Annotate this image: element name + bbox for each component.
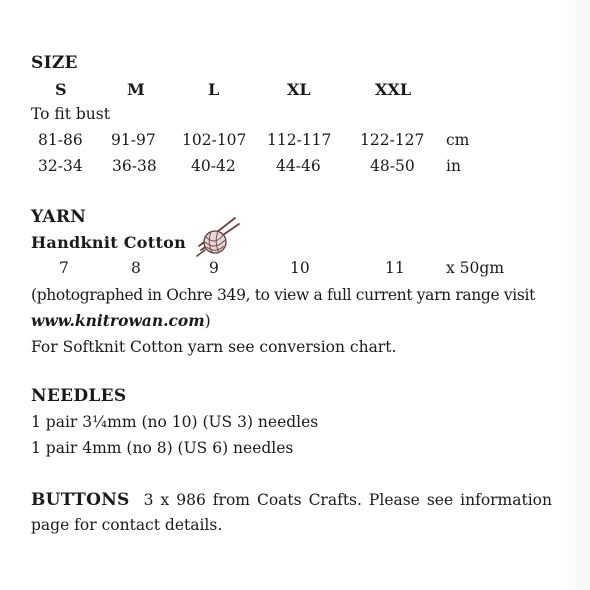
yarn-qty-m: 8	[131, 259, 141, 277]
in-value-xl: 44-46	[276, 157, 321, 175]
needles-heading: NEEDLES	[31, 386, 127, 406]
yarn-ball-with-needles-icon	[195, 216, 241, 262]
yarn-name: Handknit Cotton	[31, 233, 187, 252]
in-value-xxl: 48-50	[370, 157, 415, 175]
yarn-qty-s: 7	[59, 259, 69, 277]
size-label-xl: XL	[287, 80, 311, 99]
cm-value-m: 91-97	[111, 131, 156, 149]
yarn-qty-unit: x 50gm	[446, 259, 505, 277]
cm-value-s: 81-86	[38, 131, 83, 149]
page-edge-shadow	[560, 0, 590, 590]
buttons-line-1	[31, 492, 552, 509]
needle-item-2: 1 pair 4mm (no 8) (US 6) needles	[31, 439, 294, 457]
cm-value-xxl: 122-127	[360, 131, 425, 149]
yarn-note-close: )	[204, 312, 211, 330]
yarn-qty-xl: 10	[290, 259, 310, 277]
cm-value-xl: 112-117	[267, 131, 332, 149]
needle-item-1: 1 pair 3¼mm (no 10) (US 3) needles	[31, 413, 319, 431]
buttons-line-2: page for contact details.	[31, 516, 223, 534]
buttons-text-1: 3 x 986 from Coats Crafts. Please see information	[143, 491, 552, 509]
in-value-m: 36-38	[112, 157, 157, 175]
knitrowan-link[interactable]: www.knitrowan.com	[31, 311, 205, 330]
yarn-qty-l: 9	[209, 259, 219, 277]
cm-value-l: 102-107	[182, 131, 247, 149]
yarn-qty-xxl: 11	[385, 259, 405, 277]
buttons-heading: BUTTONS	[31, 490, 130, 510]
yarn-url-line	[31, 313, 211, 330]
conversion-note: For Softknit Cotton yarn see conversion chart.	[31, 338, 397, 356]
size-label-xxl: XXL	[375, 80, 412, 99]
size-label-l: L	[208, 80, 220, 99]
cm-unit: cm	[446, 131, 470, 149]
in-value-l: 40-42	[191, 157, 236, 175]
size-heading: SIZE	[31, 53, 78, 73]
in-unit: in	[446, 157, 461, 175]
size-label-s: S	[55, 80, 67, 99]
in-value-s: 32-34	[38, 157, 83, 175]
yarn-heading: YARN	[31, 207, 87, 227]
fit-bust-label: To fit bust	[31, 105, 110, 123]
size-label-m: M	[127, 80, 145, 99]
yarn-note: (photographed in Ochre 349, to view a full current yarn range visit	[31, 286, 535, 304]
